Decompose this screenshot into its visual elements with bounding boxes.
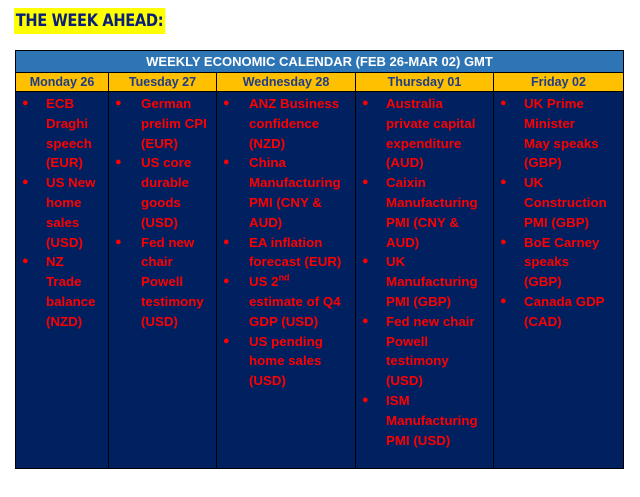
bullet-icon: ● [115, 156, 122, 169]
day-column-monday [16, 73, 109, 468]
calendar-event [16, 252, 108, 331]
event-text-line: (EUR) [46, 155, 83, 171]
event-text-line: EA inflation [249, 234, 323, 250]
event-text-line: speaks [524, 254, 570, 270]
bullet-icon: ● [223, 334, 230, 347]
event-text-line: testimony [141, 293, 204, 309]
calendar-event [494, 292, 623, 332]
event-text-line: PMI (USD) [386, 432, 451, 448]
day-header: Thursday 01 [356, 73, 493, 92]
calendar-event [494, 94, 623, 173]
event-text-line: ECB [46, 96, 75, 111]
bullet-icon: ● [362, 255, 369, 268]
event-text-line: ISM [386, 392, 410, 408]
bullet-icon: ● [362, 176, 369, 189]
event-text-line: durable [141, 175, 190, 191]
event-text-line: expenditure [386, 135, 462, 151]
event-text-line: Caixin [386, 175, 426, 191]
bullet-icon: ● [500, 97, 507, 109]
calendar-event [217, 94, 355, 153]
calendar-event [217, 153, 355, 232]
event-text-line: GDP (USD) [249, 313, 319, 329]
bullet-icon: ● [223, 275, 230, 288]
event-text-line: AUD) [249, 214, 283, 230]
event-text-line: Manufacturing [249, 175, 341, 191]
bullet-icon: ● [22, 97, 29, 109]
bullet-icon: ● [362, 314, 369, 327]
event-text-line: (EUR) [141, 135, 178, 151]
bullet-icon: ● [22, 176, 29, 189]
bullet-icon: ● [500, 176, 507, 189]
event-text-line: chair [141, 254, 173, 270]
calendar-event [494, 173, 623, 232]
bullet-icon: ● [500, 294, 507, 307]
event-text-line: BoE Carney [524, 234, 600, 250]
calendar-event [356, 94, 493, 173]
event-text-line: China [249, 155, 286, 171]
event-text-line: estimate of Q4 [249, 293, 341, 309]
event-list [217, 92, 355, 391]
calendar-event [494, 233, 623, 292]
calendar-event [356, 173, 493, 252]
event-text-line: Manufacturing [386, 274, 478, 290]
calendar-title: WEEKLY ECONOMIC CALENDAR (FEB 26-MAR 02) GMT [16, 51, 623, 73]
event-text-line: US core [141, 155, 192, 171]
event-text-line: Trade [46, 274, 82, 290]
event-text-line: Construction [524, 194, 607, 210]
event-text-line: PMI (CNY & [386, 214, 459, 230]
event-text-line: prelim CPI [141, 115, 207, 131]
event-text-line: ANZ Business [249, 96, 340, 111]
event-text-line: (GBP) [524, 155, 562, 171]
event-text-line: (AUD) [386, 155, 424, 171]
bullet-icon: ● [223, 97, 230, 109]
day-header: Wednesday 28 [217, 73, 355, 92]
day-column-thursday [356, 73, 494, 468]
calendar-event [16, 173, 108, 252]
calendar-event [16, 94, 108, 173]
event-text-line: Powell [141, 274, 184, 290]
event-text-line: (GBP) [524, 274, 562, 290]
event-text-line: US pending [249, 333, 323, 349]
day-column-tuesday [109, 73, 217, 468]
event-text-line: (NZD) [46, 313, 83, 329]
event-text-line: PMI (CNY & [249, 194, 322, 210]
event-text-line: confidence [249, 115, 320, 131]
event-text-line: Minister [524, 115, 575, 131]
calendar-event [109, 153, 216, 232]
bullet-icon: ● [22, 255, 29, 268]
event-text-line: home sales [249, 353, 322, 369]
event-text-line: (CAD) [524, 313, 562, 329]
event-text-line: Draghi [46, 115, 89, 131]
event-text-line: (NZD) [249, 135, 286, 151]
event-text-line: AUD) [386, 234, 420, 250]
bullet-icon: ● [223, 156, 230, 169]
event-text-line: (USD) [386, 373, 423, 389]
calendar-event [109, 233, 216, 332]
event-text-line: goods [141, 194, 181, 210]
calendar-event [217, 272, 355, 331]
event-text-line: UK Prime [524, 96, 584, 111]
event-text-line: (USD) [46, 234, 83, 250]
event-text-line: NZ [46, 254, 64, 270]
event-text-line: US 2nd [249, 272, 290, 290]
economic-calendar-table [15, 50, 624, 469]
event-text-line: (USD) [141, 313, 178, 329]
bullet-icon: ● [115, 97, 122, 109]
calendar-columns [16, 73, 623, 468]
event-text-line: private capital [386, 115, 476, 131]
event-text-line: PMI (GBP) [386, 293, 452, 309]
event-list [356, 92, 493, 450]
bullet-icon: ● [500, 235, 507, 248]
day-column-friday [494, 73, 623, 468]
event-list [109, 92, 216, 332]
event-text-line: Powell [386, 333, 429, 349]
event-text-line: (USD) [249, 373, 286, 389]
bullet-icon: ● [115, 235, 122, 248]
event-text-line: Manufacturing [386, 412, 478, 428]
calendar-event [356, 391, 493, 450]
day-column-wednesday [217, 73, 356, 468]
event-text-line: UK [524, 175, 544, 191]
bullet-icon: ● [362, 97, 369, 109]
calendar-event [217, 332, 355, 391]
calendar-event [109, 94, 216, 153]
bullet-icon: ● [362, 393, 369, 406]
event-text-line: Canada GDP [524, 293, 605, 309]
event-text-line: speech [46, 135, 92, 151]
event-text-line: forecast (EUR) [249, 254, 342, 270]
page-headline: THE WEEK AHEAD: [14, 8, 165, 34]
event-text-line: sales [46, 214, 80, 230]
event-text-line: Fed new [141, 234, 195, 250]
event-text-line: home [46, 194, 82, 210]
day-header: Friday 02 [494, 73, 623, 92]
event-text-line: balance [46, 293, 96, 309]
bullet-icon: ● [223, 235, 230, 248]
event-text-line: Fed new chair [386, 313, 475, 329]
event-text-line: (USD) [141, 214, 178, 230]
calendar-event [217, 233, 355, 273]
event-text-line: May speaks [524, 135, 599, 151]
event-text-line: Australia [386, 96, 443, 111]
event-list [494, 92, 623, 332]
event-text-line: German [141, 96, 192, 111]
event-text-line: testimony [386, 353, 449, 369]
day-header: Tuesday 27 [109, 73, 216, 92]
event-list [16, 92, 108, 332]
day-header: Monday 26 [16, 73, 108, 92]
event-text-line: Manufacturing [386, 194, 478, 210]
event-text-line: US New [46, 175, 96, 191]
event-text-line: UK [386, 254, 406, 270]
calendar-event [356, 252, 493, 311]
calendar-event [356, 312, 493, 391]
event-text-line: PMI (GBP) [524, 214, 590, 230]
